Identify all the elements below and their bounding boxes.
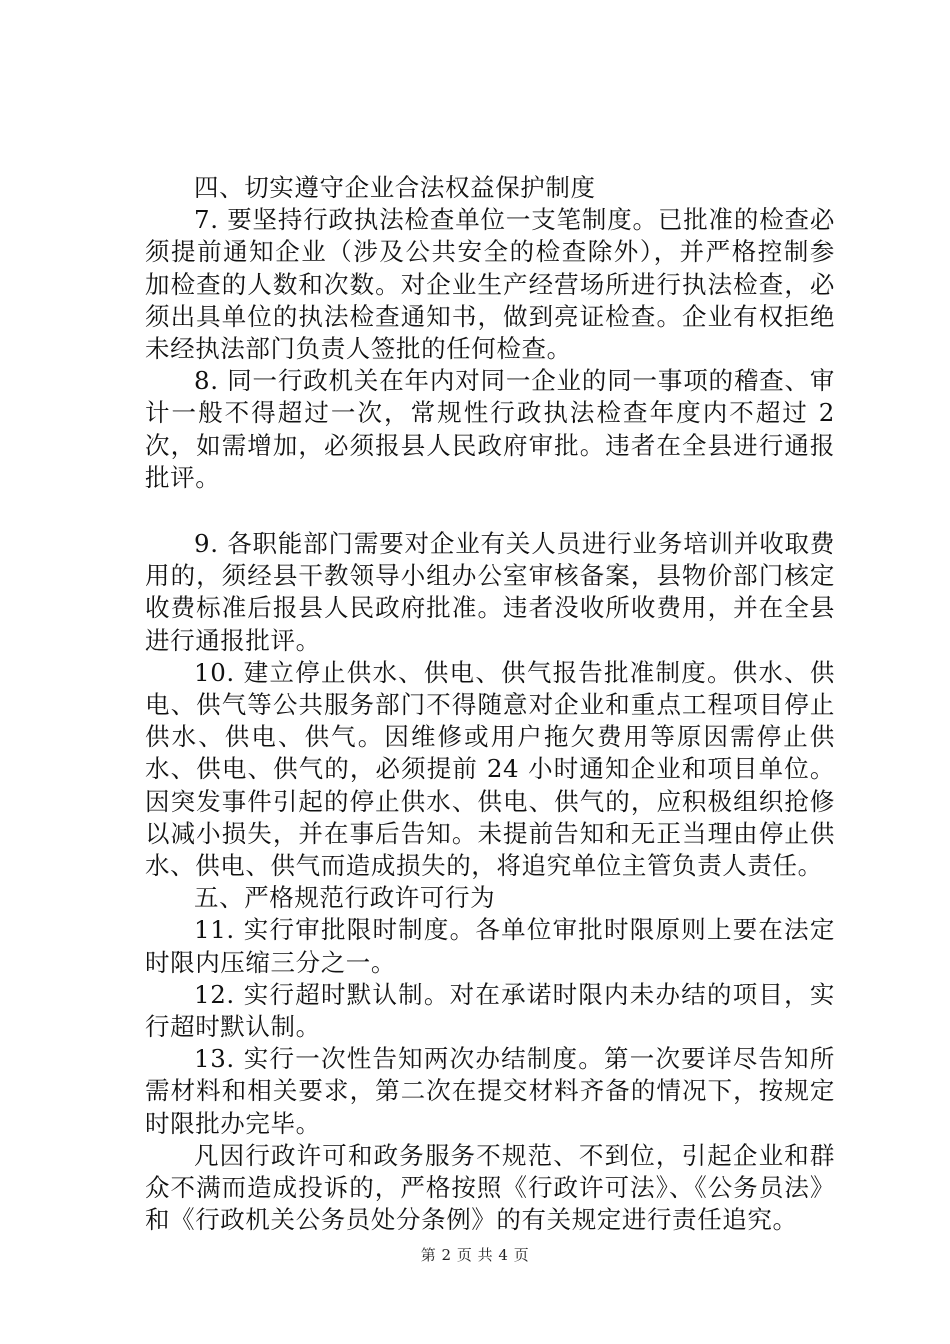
- document-body: [145, 172, 835, 1237]
- clause-13: 13. 实行一次性告知两次办结制度。第一次要详尽告知所需材料和相关要求，第二次在提交材料齐备的情况下，按规定时限批办完毕。: [145, 1044, 835, 1138]
- clause-9: 9. 各职能部门需要对企业有关人员进行业务培训并收取费用的，须经县干教领导小组办公室审核备案，县物价部门核定收费标准后报县人民政府批准。违者没收所收费用，并在全县进行通报批评。: [145, 529, 835, 655]
- closing-paragraph: 凡因行政许可和政务服务不规范、不到位，引起企业和群众不满而造成投诉的，严格按照《行政许可法》、《公务员法》和《行政机关公务员处分条例》的有关规定进行责任追究。: [145, 1140, 835, 1235]
- page-number-footer: 第 2 页 共 4 页: [420, 1246, 530, 1264]
- clause-7: 7. 要坚持行政执法检查单位一支笔制度。已批准的检查必须提前通知企业（涉及公共安全的检查除外），并严格控制参加检查的人数和次数。对企业生产经营场所进行执法检查，必须出具单位的执法检查通知书，做到亮证检查。企业有权拒绝未经执法部门负责人签批的任何检查。: [145, 205, 835, 364]
- clause-11: 11. 实行审批限时制度。各单位审批时限原则上要在法定时限内压缩三分之一。: [145, 915, 835, 977]
- clause-10: 10. 建立停止供水、供电、供气报告批准制度。供水、供电、供气等公共服务部门不得随意对企业和重点工程项目停止供水、供电、供气。因维修或用户拖欠费用等原因需停止供水、供电、供气的，必须提前 24 小时通知企业和项目单位。因突发事件引起的停止供水、供电、供气的，应积极组织抢修以减小损失，并在事后告知。未提前告知和无正当理由停止供水、供电、供气而造成损失的，将追究单位主管负责人责任。: [145, 657, 835, 881]
- section-heading-5: 五、严格规范行政许可行为: [194, 883, 496, 913]
- clause-12: 12. 实行超时默认制。对在承诺时限内未办结的项目，实行超时默认制。: [145, 979, 835, 1042]
- clause-8: 8. 同一行政机关在年内对同一企业的同一事项的稽查、审计一般不得超过一次，常规性行政执法检查年度内不超过 2 次，如需增加，必须报县人民政府审批。违者在全县进行通报批评。: [145, 366, 835, 492]
- section-heading-4: 四、切实遵守企业合法权益保护制度: [194, 173, 596, 202]
